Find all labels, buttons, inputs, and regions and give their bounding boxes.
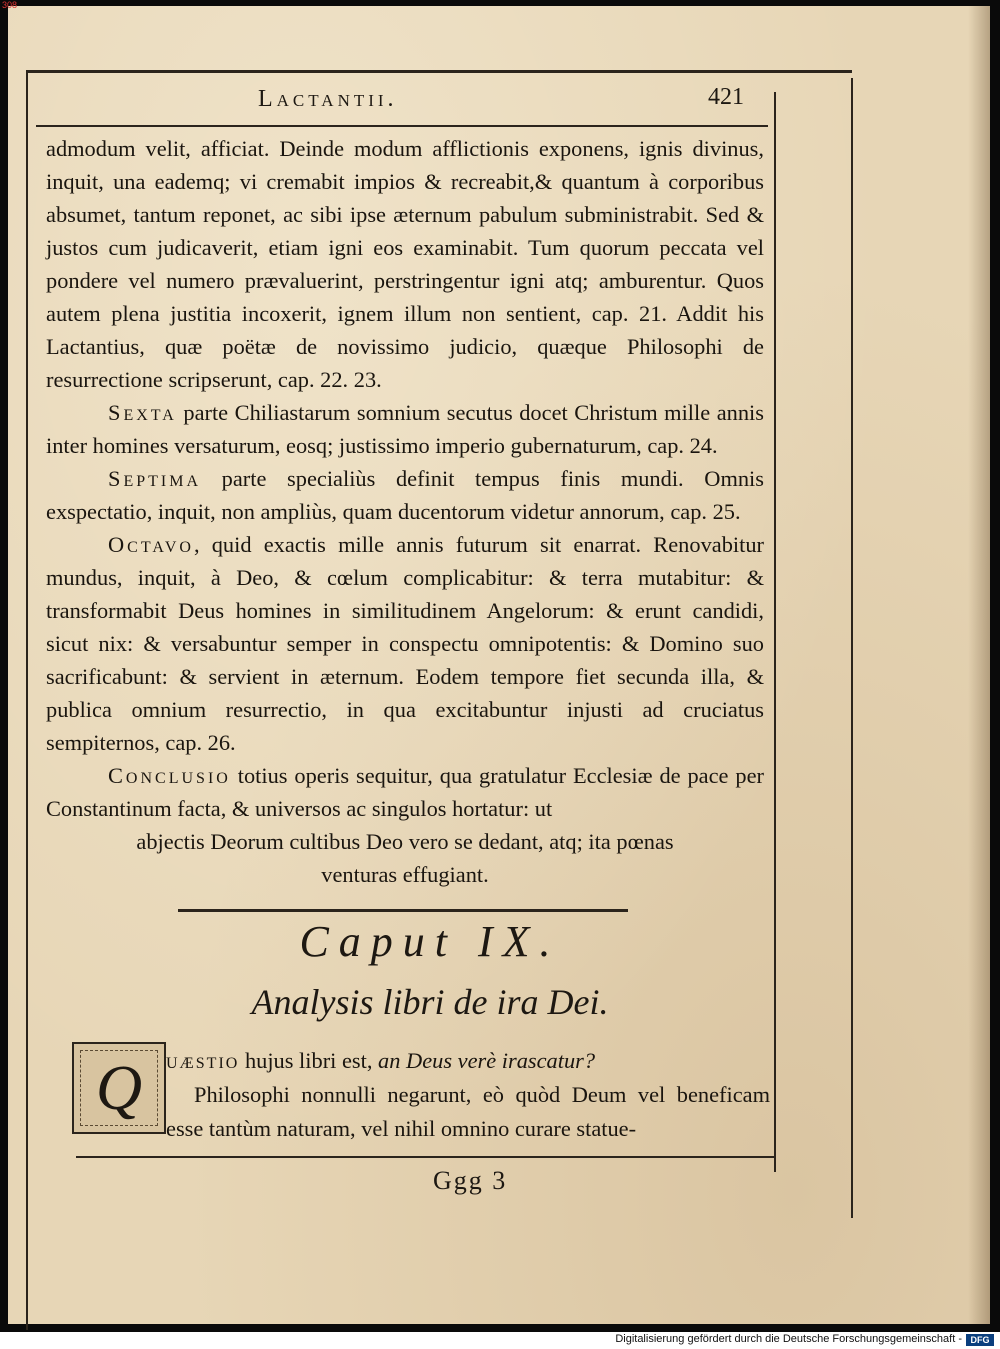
page-number: 421 [708,84,744,110]
header-rule [36,125,768,127]
question-text-part: hujus libri est, [239,1048,379,1073]
section-text: parte specialiùs definit tempus finis mundi. Omnis exspectatio, inquit, non ampliùs, quam ducentorum videtur annorum, cap. 25. [46,466,764,524]
paragraph: admodum velit, afficiat. Deinde modum afflictionis exponens, ignis divinus, inquit, una eademq; vi cremabit impios & recreabit,& quantum à corporibus absumet, tantum reponet, ac sibi ipse æternum pabulum subministrabit. Sed & justos cum judicaverit, etiam igni eos examinabit. Tum quorum peccata vel pondere vel numero prævaluerint, perstringentur igni atq; amburentur. Quos autem plena justitia incoxerit, ignem illum non sentient, cap. 21. Addit his Lactantius, quæ poëtæ de novissimo judicio, quæque Philosophi de resurrectione scripserunt, cap. 22. 23. [46,136,764,392]
section-paragraph [46,759,764,825]
section-text: , quid exactis mille annis futurum sit enarrat. Renovabitur mundus, inquit, à Deo, & cœlum complicabitur: & terra mutabitur: & transformabit Deus homines in similitudinem Angelorum: & erunt candidi, sicut nix: & versabuntur semper in conspectu omnipotentis: & Domino suo sacrificabunt: & servient in æternum. Eodem tempore fiet secunda illa, & publica omnium resurrectio, in qua excitabuntur injusti ad cruciatus sempiternos, cap. 26. [46,532,764,755]
initial-letter: Q [95,1052,143,1123]
book-page [8,6,990,1324]
chapter-rule [178,909,628,912]
scan-marker: 308 [2,0,18,10]
closing-line: abjectis Deorum cultibus Deo vero se dedant, atq; ita pœnas [136,829,674,854]
chapter-title: Caput IX. [299,917,561,966]
closing-line: venturas effugiant. [321,862,489,887]
section-lead: Conclusio [108,763,231,788]
section-paragraph [46,462,764,528]
question-italic: an Deus verè irascatur? [378,1048,596,1073]
section-text: parte Chiliastarum somnium secutus docet Christum mille annis inter homines versaturum, eosq; justissimo imperio gubernaturum, cap. 24. [46,400,764,458]
chapter-subtitle: Analysis libri de ira Dei. [251,982,609,1022]
frame-left-rule [26,70,28,1330]
frame-top-rule [26,70,852,73]
question-continuation: Philosophi nonnulli negarunt, eò quòd Deum vel beneficam esse tantùm naturam, vel nihil omnino curare statue- [166,1082,770,1141]
question-text [166,1044,770,1146]
running-head: Lactantii. [258,86,398,112]
footer-credit: Digitalisierung gefördert durch die Deutsche Forschungsgemeinschaft - [615,1333,962,1345]
section-text: totius operis sequitur, qua gratulatur Ecclesiæ de pace per Constantinum facta, & universos ac singulos hortatur: ut [46,763,764,821]
section-paragraph [46,528,764,759]
section-lead: Octavo [108,532,194,557]
frame-right-rule [851,78,853,1218]
digitization-footer [0,1332,1000,1349]
footer-rule [76,1156,774,1158]
section-paragraph [46,396,764,462]
question-line [166,1044,770,1078]
section-lead: Septima [108,466,202,491]
signature-mark: Ggg 3 [433,1166,508,1195]
section-lead: Sexta [108,400,177,425]
decorated-initial [72,1042,166,1134]
page-edge-shadow [968,6,990,1324]
question-lead: uæstio [166,1048,240,1073]
body-text [46,132,764,891]
dfg-logo-icon: DFG [966,1334,994,1346]
